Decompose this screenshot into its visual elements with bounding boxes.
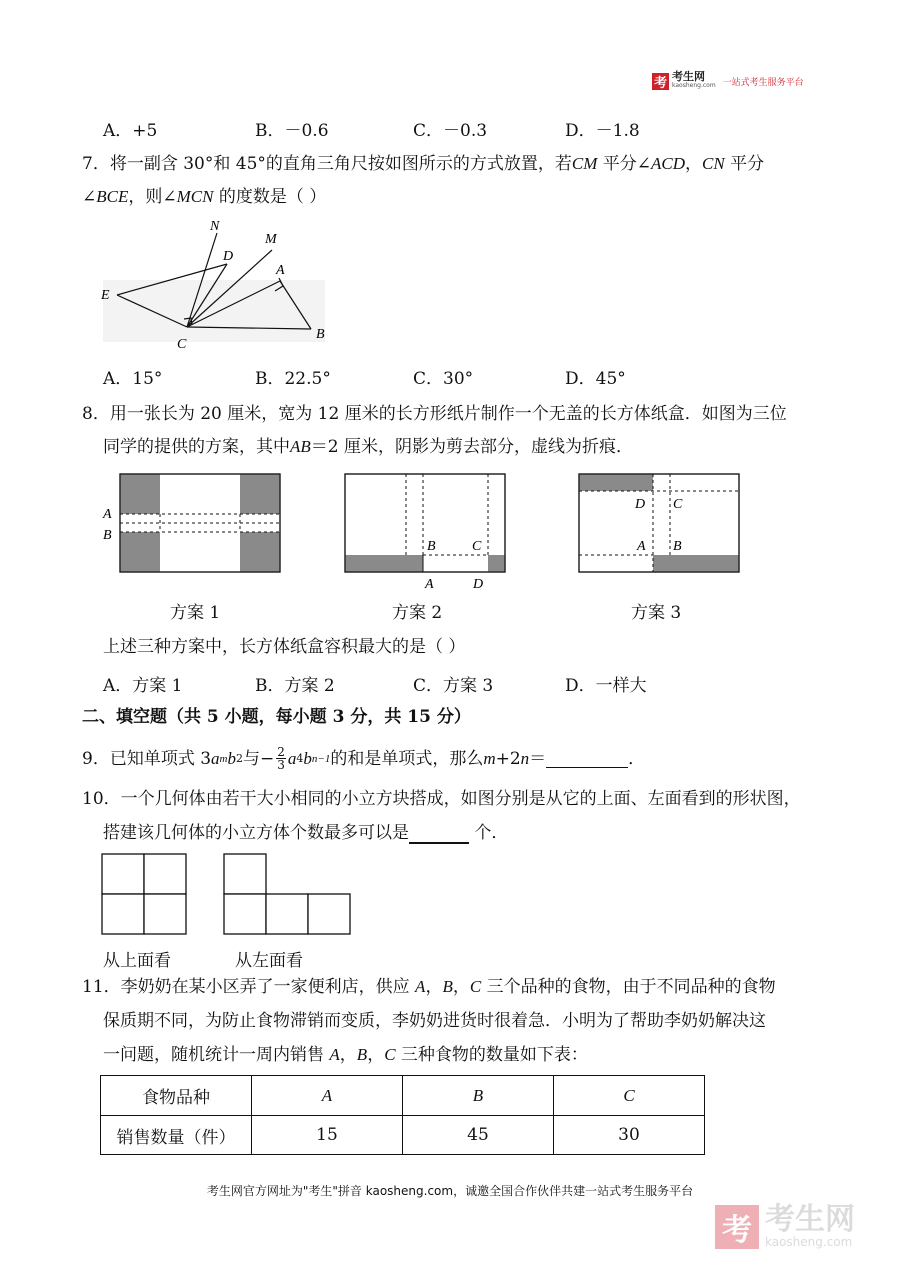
q11-line1: 11．李奶奶在某小区弄了一家便利店，供应 A，B，C 三个品种的食物，由于不同品种的食物 (82, 977, 776, 997)
q6-option-d: D．－1.8 (565, 121, 640, 141)
q7-option-c: C．30° (413, 369, 474, 389)
scheme3-label-d: D (635, 497, 646, 512)
scheme2-label-b: B (427, 539, 436, 554)
q11-sales-table (100, 1075, 705, 1155)
scheme2-figure (340, 468, 510, 593)
q7-option-b: B．22.5° (255, 369, 331, 389)
q10-top-caption: 从上面看 (103, 951, 171, 971)
q8-option-b: B．方案 2 (255, 676, 335, 696)
scheme3-label-a: A (637, 539, 646, 554)
q10-left-view (222, 852, 354, 938)
q8-line2: 同学的提供的方案，其中AB＝2 厘米，阴影为剪去部分，虚线为折痕． (103, 437, 634, 457)
q10-line2: 搭建该几何体的小立方体个数最多可以是 个． (103, 823, 509, 843)
q8-option-c: C．方案 3 (413, 676, 494, 696)
q7-line2: ∠BCE，则∠MCN 的度数是（ ） (82, 187, 327, 207)
q6-option-a: A．+5 (103, 121, 158, 141)
q9-line: 9．已知单项式 3 a m b 2 与− $\frac{2}{3}$ a 4 b n−1 的和是单项式，那么 m +2 n ＝ ． (82, 745, 646, 772)
scheme1-label-b: B (103, 528, 112, 543)
table-header-a: A (252, 1076, 403, 1116)
q8-option-d: D．一样大 (565, 676, 647, 696)
scheme1-figure (95, 468, 285, 578)
page-footer: 考生网官方网址为"考生"拼音 kaosheng.com，诚邀全国合作伙伴共建一站式考生服务平台 (206, 1184, 694, 1198)
q7-label-d: D (223, 249, 234, 264)
scheme1-label-a: A (103, 507, 112, 522)
q10-line1: 10．一个几何体由若干大小相同的小立方块搭成，如图分别是从它的上面、左面看到的形状图， (82, 789, 801, 809)
q11-line2: 保质期不同，为防止食物滞销而变质，李奶奶进货时很着急．小明为了帮助李奶奶解决这 (103, 1011, 766, 1031)
q7-option-a: A．15° (103, 369, 163, 389)
q6-option-c: C．－0.3 (413, 121, 488, 141)
scheme3-figure (575, 468, 745, 578)
scheme3-label-b: B (673, 539, 682, 554)
q8-line1: 8．用一张长为 20 厘米，宽为 12 厘米的长方形纸片制作一个无盖的长方体纸盒．如图为三位 (82, 404, 787, 424)
q7-label-m: M (265, 232, 277, 247)
q6-option-b: B．－0.6 (255, 121, 329, 141)
scheme3-caption: 方案 3 (631, 603, 682, 623)
watermark-url: kaosheng.com (765, 1235, 853, 1249)
logo-url: kaosheng.com (672, 82, 716, 89)
q7-label-c: C (177, 337, 187, 352)
section-fill-in-title: 二、填空题（共 5 小题，每小题 3 分，共 15 分） (82, 707, 471, 727)
scheme2-label-a: A (425, 577, 434, 592)
q7-label-e: E (101, 288, 110, 303)
scheme2-label-d: D (473, 577, 484, 592)
scheme2-caption: 方案 2 (392, 603, 443, 623)
q7-triangle-figure (95, 215, 335, 355)
watermark-logo (715, 1202, 855, 1249)
q8-question: 上述三种方案中，长方体纸盒容积最大的是（ ） (103, 637, 466, 657)
table-header-food: 食物品种 (101, 1076, 252, 1116)
logo-name: 考生网 (672, 70, 705, 83)
logo-slogan: 一站式考生服务平台 (722, 77, 804, 88)
q7-label-b: B (316, 327, 325, 342)
q10-left-caption: 从左面看 (235, 951, 303, 971)
q10-top-view (100, 852, 190, 938)
header-logo (652, 72, 804, 90)
q7-label-n: N (210, 219, 220, 234)
table-value-a: 15 (252, 1116, 403, 1154)
q7-option-d: D．45° (565, 369, 626, 389)
logo-mark: 考 (652, 73, 669, 90)
watermark-name: 考生网 (765, 1202, 855, 1237)
watermark-mark: 考 (715, 1205, 759, 1249)
scheme2-label-c: C (472, 539, 482, 554)
q11-line3: 一问题，随机统计一周内销售 A，B，C 三种食物的数量如下表： (103, 1045, 588, 1065)
scheme1-caption: 方案 1 (170, 603, 221, 623)
q7-line1: 7．将一副含 30°和 45°的直角三角尺按如图所示的方式放置，若CM 平分∠ACD，CN 平分 (82, 154, 765, 174)
table-header-c: C (554, 1076, 704, 1116)
q8-option-a: A．方案 1 (103, 676, 183, 696)
table-header-b: B (403, 1076, 554, 1116)
table-value-b: 45 (403, 1116, 554, 1154)
scheme3-label-c: C (673, 497, 683, 512)
q7-label-a: A (276, 263, 285, 278)
table-value-c: 30 (618, 1125, 640, 1145)
table-row-label: 销售数量（件） (101, 1116, 252, 1154)
